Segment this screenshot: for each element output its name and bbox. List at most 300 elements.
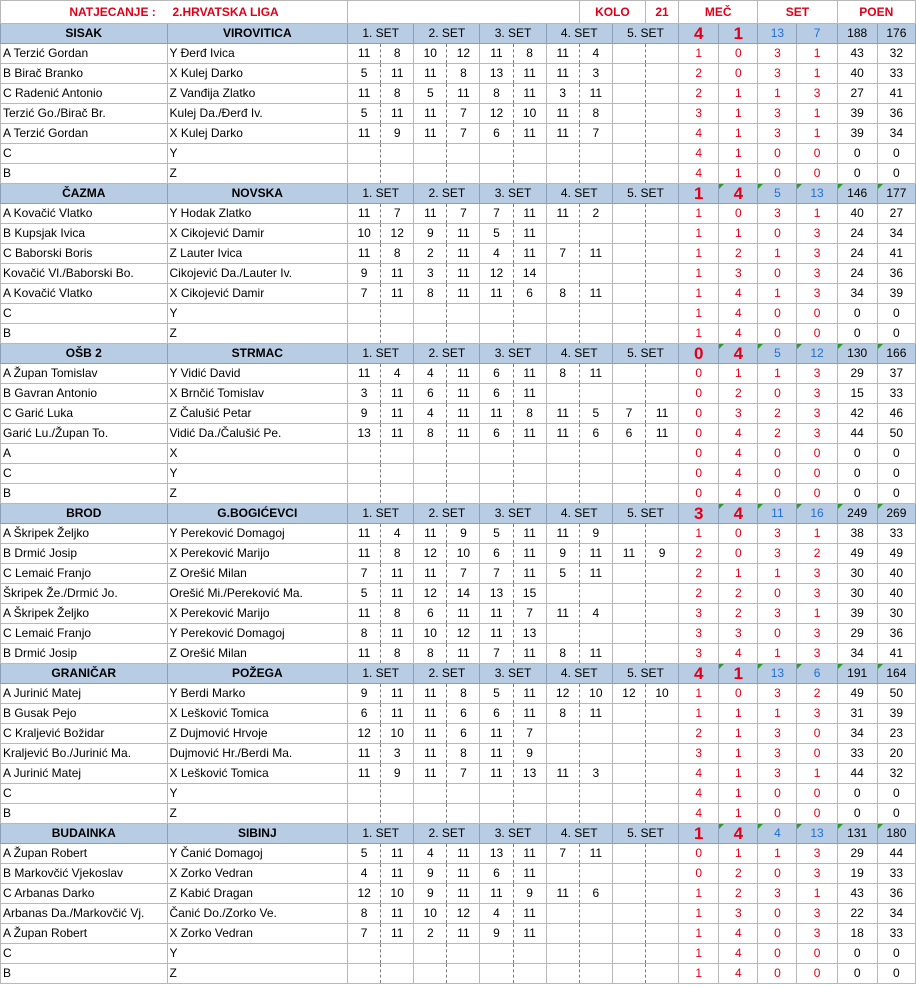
home-player: B Kupsjak Ivica bbox=[1, 224, 168, 244]
set-score-away bbox=[447, 464, 480, 484]
game-mec-away: 4 bbox=[719, 304, 758, 324]
game-poen-home: 29 bbox=[837, 364, 877, 384]
game-row bbox=[1, 44, 916, 64]
set-score-home bbox=[546, 944, 579, 964]
set-score-home bbox=[612, 144, 645, 164]
set-score-home bbox=[612, 384, 645, 404]
set-score-away: 11 bbox=[381, 844, 414, 864]
set-score-away bbox=[646, 64, 679, 84]
game-row bbox=[1, 104, 916, 124]
set-score-away: 6 bbox=[447, 704, 480, 724]
set-score-home bbox=[414, 444, 447, 464]
game-mec-home: 1 bbox=[679, 944, 719, 964]
game-mec-home: 3 bbox=[679, 644, 719, 664]
game-poen-home: 19 bbox=[837, 864, 877, 884]
set-score-away bbox=[646, 844, 679, 864]
set-score-home: 4 bbox=[480, 904, 513, 924]
set-score-home: 8 bbox=[348, 904, 381, 924]
set-score-home bbox=[348, 144, 381, 164]
set-score-home: 7 bbox=[348, 564, 381, 584]
game-row bbox=[1, 384, 916, 404]
set-score-away: 11 bbox=[381, 104, 414, 124]
away-player: Z Orešić Milan bbox=[167, 564, 348, 584]
game-mec-home: 1 bbox=[679, 904, 719, 924]
game-mec-away: 4 bbox=[719, 924, 758, 944]
game-poen-away: 44 bbox=[877, 844, 915, 864]
game-set-away: 0 bbox=[797, 324, 837, 344]
game-poen-away: 33 bbox=[877, 864, 915, 884]
game-row bbox=[1, 684, 916, 704]
away-player: Cikojević Da./Lauter Iv. bbox=[167, 264, 348, 284]
game-mec-home: 1 bbox=[679, 964, 719, 984]
set-score-home bbox=[612, 884, 645, 904]
game-poen-away: 36 bbox=[877, 884, 915, 904]
away-player: Y bbox=[167, 144, 348, 164]
set-score-away: 11 bbox=[513, 644, 546, 664]
set-score-home bbox=[546, 464, 579, 484]
game-poen-home: 34 bbox=[837, 724, 877, 744]
match-set-home: 13 bbox=[758, 664, 797, 684]
home-player: B Drmić Josip bbox=[1, 544, 168, 564]
away-player: Čanić Do./Zorko Ve. bbox=[167, 904, 348, 924]
away-player: Dujmović Hr./Berdi Ma. bbox=[167, 744, 348, 764]
set-score-home: 8 bbox=[480, 84, 513, 104]
set-column-header: 1. SET bbox=[348, 504, 414, 524]
game-poen-away: 37 bbox=[877, 364, 915, 384]
game-poen-home: 0 bbox=[837, 464, 877, 484]
set-score-home: 11 bbox=[480, 884, 513, 904]
away-player: X Kulej Darko bbox=[167, 64, 348, 84]
match-poen-home: 191 bbox=[837, 664, 877, 684]
set-score-away bbox=[579, 224, 612, 244]
set-score-home bbox=[612, 224, 645, 244]
set-score-away: 11 bbox=[513, 124, 546, 144]
set-score-home bbox=[612, 864, 645, 884]
game-poen-away: 34 bbox=[877, 904, 915, 924]
set-score-home: 3 bbox=[414, 264, 447, 284]
set-score-away bbox=[579, 744, 612, 764]
set-score-away: 11 bbox=[513, 904, 546, 924]
set-score-away: 10 bbox=[381, 724, 414, 744]
home-team: OŠB 2 bbox=[1, 344, 168, 364]
set-column-header: 1. SET bbox=[348, 344, 414, 364]
set-score-away: 11 bbox=[381, 924, 414, 944]
game-row bbox=[1, 964, 916, 984]
game-set-away: 1 bbox=[797, 604, 837, 624]
set-column-header: 2. SET bbox=[414, 344, 480, 364]
game-set-away: 0 bbox=[797, 784, 837, 804]
set-score-away: 11 bbox=[447, 84, 480, 104]
set-score-away: 11 bbox=[579, 284, 612, 304]
set-score-away: 8 bbox=[381, 644, 414, 664]
set-score-away bbox=[579, 624, 612, 644]
home-player: B bbox=[1, 484, 168, 504]
set-score-away bbox=[513, 944, 546, 964]
set-score-away: 8 bbox=[381, 544, 414, 564]
set-score-away bbox=[646, 804, 679, 824]
set-score-home: 11 bbox=[414, 764, 447, 784]
game-set-away: 0 bbox=[797, 944, 837, 964]
set-score-home bbox=[612, 744, 645, 764]
set-score-away: 8 bbox=[447, 684, 480, 704]
set-score-away bbox=[579, 164, 612, 184]
game-poen-away: 33 bbox=[877, 64, 915, 84]
game-mec-away: 1 bbox=[719, 764, 758, 784]
set-score-home: 8 bbox=[414, 284, 447, 304]
set-score-home: 11 bbox=[348, 44, 381, 64]
set-score-away bbox=[646, 224, 679, 244]
away-player: Y bbox=[167, 464, 348, 484]
game-mec-home: 1 bbox=[679, 884, 719, 904]
set-score-home bbox=[546, 924, 579, 944]
set-score-away: 11 bbox=[513, 224, 546, 244]
set-score-away bbox=[646, 924, 679, 944]
set-score-away: 11 bbox=[381, 584, 414, 604]
set-score-home bbox=[612, 84, 645, 104]
game-poen-home: 18 bbox=[837, 924, 877, 944]
set-score-away: 8 bbox=[447, 64, 480, 84]
game-poen-home: 0 bbox=[837, 324, 877, 344]
game-mec-home: 0 bbox=[679, 484, 719, 504]
set-score-away bbox=[579, 264, 612, 284]
set-score-away: 11 bbox=[447, 604, 480, 624]
game-set-away: 1 bbox=[797, 64, 837, 84]
game-mec-home: 1 bbox=[679, 284, 719, 304]
home-team: ČAZMA bbox=[1, 184, 168, 204]
home-player: C Lemaić Franjo bbox=[1, 624, 168, 644]
set-score-away: 11 bbox=[513, 864, 546, 884]
set-score-away: 11 bbox=[579, 364, 612, 384]
set-score-away bbox=[646, 724, 679, 744]
game-poen-home: 15 bbox=[837, 384, 877, 404]
game-poen-away: 23 bbox=[877, 724, 915, 744]
game-row bbox=[1, 224, 916, 244]
natjecanje-label: NATJECANJE : bbox=[69, 5, 156, 19]
home-player: B Drmić Josip bbox=[1, 644, 168, 664]
set-score-home bbox=[546, 784, 579, 804]
game-mec-away: 2 bbox=[719, 384, 758, 404]
set-score-home bbox=[612, 304, 645, 324]
game-poen-away: 41 bbox=[877, 644, 915, 664]
match-header-row bbox=[1, 24, 916, 44]
home-player: A Župan Tomislav bbox=[1, 364, 168, 384]
set-score-home: 12 bbox=[348, 884, 381, 904]
set-score-home bbox=[546, 624, 579, 644]
game-poen-home: 31 bbox=[837, 704, 877, 724]
set-score-away: 9 bbox=[447, 524, 480, 544]
game-poen-home: 24 bbox=[837, 244, 877, 264]
set-score-away bbox=[646, 904, 679, 924]
set-score-home: 5 bbox=[348, 64, 381, 84]
set-score-home: 11 bbox=[546, 764, 579, 784]
match-mec-home: 1 bbox=[679, 184, 719, 204]
set-score-home bbox=[414, 804, 447, 824]
set-score-home bbox=[480, 944, 513, 964]
set-score-home bbox=[612, 964, 645, 984]
set-score-away: 11 bbox=[579, 844, 612, 864]
set-score-away bbox=[579, 724, 612, 744]
game-poen-home: 24 bbox=[837, 264, 877, 284]
away-player: X Brnčić Tomislav bbox=[167, 384, 348, 404]
game-row bbox=[1, 304, 916, 324]
set-score-home: 11 bbox=[414, 744, 447, 764]
set-score-home: 11 bbox=[480, 744, 513, 764]
match-set-home: 11 bbox=[758, 504, 797, 524]
set-score-home: 11 bbox=[348, 764, 381, 784]
set-score-away: 7 bbox=[447, 104, 480, 124]
set-score-home: 12 bbox=[348, 724, 381, 744]
home-team: GRANIČAR bbox=[1, 664, 168, 684]
set-score-home: 11 bbox=[546, 524, 579, 544]
game-poen-away: 0 bbox=[877, 304, 915, 324]
game-poen-home: 44 bbox=[837, 764, 877, 784]
home-player: B Gusak Pejo bbox=[1, 704, 168, 724]
away-player: X Cikojević Damir bbox=[167, 284, 348, 304]
set-score-away bbox=[513, 304, 546, 324]
set-score-away bbox=[646, 744, 679, 764]
set-score-home: 11 bbox=[414, 204, 447, 224]
set-score-away bbox=[646, 704, 679, 724]
game-poen-home: 0 bbox=[837, 484, 877, 504]
game-set-home: 0 bbox=[758, 624, 797, 644]
set-score-away: 3 bbox=[579, 764, 612, 784]
set-score-home bbox=[480, 324, 513, 344]
set-score-home bbox=[546, 484, 579, 504]
away-player: Y bbox=[167, 944, 348, 964]
set-score-away: 11 bbox=[381, 704, 414, 724]
set-score-home: 6 bbox=[480, 364, 513, 384]
game-mec-away: 4 bbox=[719, 484, 758, 504]
set-score-away bbox=[646, 304, 679, 324]
game-mec-away: 0 bbox=[719, 524, 758, 544]
set-score-away bbox=[381, 784, 414, 804]
set-column-header: 4. SET bbox=[546, 184, 612, 204]
game-row bbox=[1, 64, 916, 84]
game-poen-away: 32 bbox=[877, 764, 915, 784]
match-header-row bbox=[1, 824, 916, 844]
game-set-home: 0 bbox=[758, 444, 797, 464]
game-row bbox=[1, 524, 916, 544]
set-score-home: 11 bbox=[348, 204, 381, 224]
match-poen-away: 164 bbox=[877, 664, 915, 684]
away-team: STRMAC bbox=[167, 344, 348, 364]
set-score-away: 11 bbox=[579, 544, 612, 564]
set-score-away: 9 bbox=[381, 764, 414, 784]
set-score-away: 8 bbox=[381, 244, 414, 264]
game-set-home: 1 bbox=[758, 244, 797, 264]
game-set-away: 0 bbox=[797, 464, 837, 484]
game-set-away: 3 bbox=[797, 624, 837, 644]
game-set-away: 3 bbox=[797, 564, 837, 584]
set-score-away bbox=[646, 464, 679, 484]
set-score-home bbox=[612, 924, 645, 944]
game-mec-home: 4 bbox=[679, 164, 719, 184]
game-set-away: 3 bbox=[797, 264, 837, 284]
away-player: Y Berdi Marko bbox=[167, 684, 348, 704]
set-score-home bbox=[546, 964, 579, 984]
game-poen-home: 43 bbox=[837, 44, 877, 64]
game-mec-home: 0 bbox=[679, 864, 719, 884]
game-set-away: 3 bbox=[797, 864, 837, 884]
set-column-header: 3. SET bbox=[480, 24, 546, 44]
set-score-away bbox=[579, 324, 612, 344]
set-score-away: 6 bbox=[447, 724, 480, 744]
game-mec-home: 2 bbox=[679, 584, 719, 604]
set-score-home: 9 bbox=[414, 864, 447, 884]
set-score-away bbox=[646, 84, 679, 104]
away-player: Z Kabić Dragan bbox=[167, 884, 348, 904]
match-mec-home: 0 bbox=[679, 344, 719, 364]
set-score-away bbox=[646, 644, 679, 664]
game-mec-home: 1 bbox=[679, 924, 719, 944]
game-set-away: 3 bbox=[797, 84, 837, 104]
set-score-away: 11 bbox=[513, 384, 546, 404]
game-set-home: 1 bbox=[758, 844, 797, 864]
set-score-away: 6 bbox=[513, 284, 546, 304]
set-score-home: 11 bbox=[546, 604, 579, 624]
set-score-home: 3 bbox=[546, 84, 579, 104]
set-score-away: 11 bbox=[447, 244, 480, 264]
game-mec-home: 3 bbox=[679, 744, 719, 764]
game-mec-home: 2 bbox=[679, 84, 719, 104]
away-player: X Zorko Vedran bbox=[167, 924, 348, 944]
set-score-home: 11 bbox=[612, 544, 645, 564]
game-poen-home: 34 bbox=[837, 644, 877, 664]
set-score-home: 6 bbox=[414, 604, 447, 624]
home-player: A Terzić Gordan bbox=[1, 124, 168, 144]
set-score-home bbox=[414, 324, 447, 344]
game-set-home: 0 bbox=[758, 484, 797, 504]
set-score-away: 8 bbox=[447, 744, 480, 764]
set-score-away: 6 bbox=[579, 424, 612, 444]
game-poen-home: 40 bbox=[837, 64, 877, 84]
set-column-header: 4. SET bbox=[546, 664, 612, 684]
away-player: Kulej Da./Đerđ Iv. bbox=[167, 104, 348, 124]
set-score-away: 11 bbox=[381, 384, 414, 404]
set-score-home: 7 bbox=[348, 284, 381, 304]
match-set-away: 7 bbox=[797, 24, 837, 44]
kolo-value: 21 bbox=[646, 1, 679, 24]
set-score-home bbox=[612, 584, 645, 604]
game-mec-home: 3 bbox=[679, 104, 719, 124]
set-score-home: 12 bbox=[546, 684, 579, 704]
set-score-away: 11 bbox=[513, 544, 546, 564]
set-score-away bbox=[447, 804, 480, 824]
game-row bbox=[1, 284, 916, 304]
game-mec-home: 1 bbox=[679, 324, 719, 344]
match-mec-away: 1 bbox=[719, 24, 758, 44]
game-row bbox=[1, 444, 916, 464]
set-column-header: 1. SET bbox=[348, 184, 414, 204]
match-mec-away: 4 bbox=[719, 344, 758, 364]
set-score-away: 11 bbox=[381, 564, 414, 584]
set-score-away bbox=[447, 944, 480, 964]
set-score-away bbox=[646, 264, 679, 284]
game-poen-away: 49 bbox=[877, 544, 915, 564]
set-score-home: 12 bbox=[612, 684, 645, 704]
match-set-away: 13 bbox=[797, 824, 837, 844]
game-mec-away: 1 bbox=[719, 564, 758, 584]
set-score-home: 9 bbox=[546, 544, 579, 564]
set-score-away bbox=[381, 144, 414, 164]
home-player: B Birač Branko bbox=[1, 64, 168, 84]
set-score-away: 11 bbox=[381, 264, 414, 284]
game-set-home: 1 bbox=[758, 284, 797, 304]
home-player: A Terzić Gordan bbox=[1, 44, 168, 64]
set-score-away: 8 bbox=[381, 604, 414, 624]
game-mec-home: 0 bbox=[679, 384, 719, 404]
game-set-away: 3 bbox=[797, 404, 837, 424]
match-mec-away: 4 bbox=[719, 184, 758, 204]
game-poen-away: 0 bbox=[877, 964, 915, 984]
set-score-home: 4 bbox=[480, 244, 513, 264]
match-poen-home: 146 bbox=[837, 184, 877, 204]
set-score-home: 4 bbox=[414, 404, 447, 424]
set-score-away bbox=[646, 364, 679, 384]
home-player: C Baborski Boris bbox=[1, 244, 168, 264]
set-score-home bbox=[546, 584, 579, 604]
home-player: C Radenić Antonio bbox=[1, 84, 168, 104]
game-poen-home: 33 bbox=[837, 744, 877, 764]
home-player: C Kraljević Božidar bbox=[1, 724, 168, 744]
set-score-away: 11 bbox=[646, 404, 679, 424]
set-score-away: 5 bbox=[579, 404, 612, 424]
set-score-home: 11 bbox=[546, 204, 579, 224]
set-score-home bbox=[414, 484, 447, 504]
set-score-away: 11 bbox=[513, 364, 546, 384]
game-mec-away: 1 bbox=[719, 724, 758, 744]
set-score-home bbox=[546, 144, 579, 164]
set-score-home bbox=[612, 64, 645, 84]
set-score-home: 11 bbox=[348, 544, 381, 564]
set-score-home bbox=[612, 564, 645, 584]
set-score-away: 13 bbox=[513, 624, 546, 644]
game-set-home: 0 bbox=[758, 924, 797, 944]
game-poen-away: 33 bbox=[877, 524, 915, 544]
home-player: Škripek Že./Drmić Jo. bbox=[1, 584, 168, 604]
game-row bbox=[1, 204, 916, 224]
set-score-away bbox=[646, 864, 679, 884]
set-score-home bbox=[546, 744, 579, 764]
away-player: X Cikojević Damir bbox=[167, 224, 348, 244]
game-row bbox=[1, 324, 916, 344]
set-score-home: 11 bbox=[546, 404, 579, 424]
match-mec-home: 4 bbox=[679, 24, 719, 44]
game-poen-away: 40 bbox=[877, 584, 915, 604]
game-poen-home: 0 bbox=[837, 784, 877, 804]
game-set-home: 1 bbox=[758, 84, 797, 104]
set-score-away: 7 bbox=[513, 604, 546, 624]
game-row bbox=[1, 404, 916, 424]
game-mec-home: 1 bbox=[679, 204, 719, 224]
set-score-home: 11 bbox=[546, 424, 579, 444]
game-poen-away: 39 bbox=[877, 704, 915, 724]
set-score-away: 11 bbox=[513, 684, 546, 704]
home-player: A Jurinić Matej bbox=[1, 684, 168, 704]
set-score-home bbox=[612, 104, 645, 124]
set-score-away: 2 bbox=[579, 204, 612, 224]
game-row bbox=[1, 884, 916, 904]
set-score-away: 11 bbox=[513, 64, 546, 84]
game-row bbox=[1, 844, 916, 864]
set-score-away bbox=[579, 784, 612, 804]
game-poen-away: 0 bbox=[877, 944, 915, 964]
set-score-home: 6 bbox=[480, 704, 513, 724]
set-score-away bbox=[646, 324, 679, 344]
home-player: C Arbanas Darko bbox=[1, 884, 168, 904]
game-poen-away: 40 bbox=[877, 564, 915, 584]
set-score-home bbox=[612, 484, 645, 504]
